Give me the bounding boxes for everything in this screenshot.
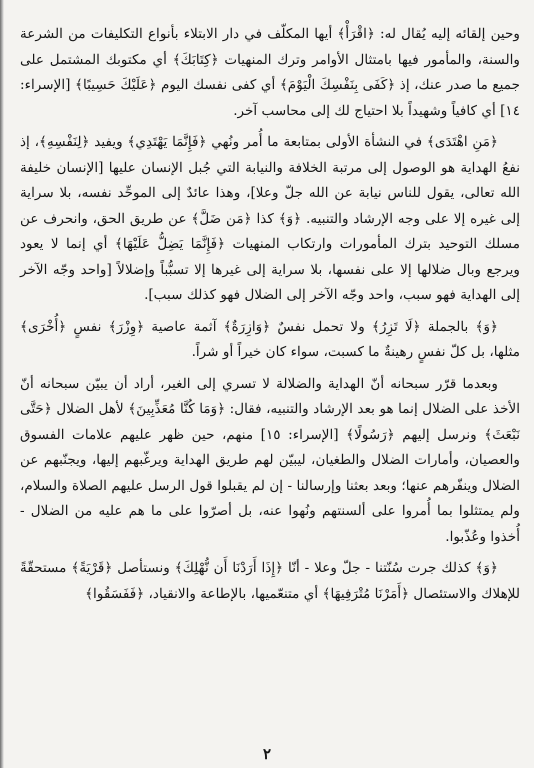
page-number: ٢ bbox=[262, 745, 272, 763]
paragraph-5: ﴿وَ﴾ كذلك جرت سُنّتنا - جلّ وعلا - أنّا ﴿إِذَا أَرَدْنَا أَن نُّهْلِكَ﴾ ونستأصل ﴿قَرْيَةً﴾ مستحقّةً للإهلاك والاستئصال ﴿أَمَرْنَا مُتْرَفِيهَا﴾ أي متنعّميها، بالإطاعة والانقياد، ﴿فَفَسَقُوا﴾ bbox=[20, 560, 520, 602]
paragraph-2: ﴿مَنِ اهْتَدَى﴾ في النشأة الأولى بمتابعة ما أُمر ونُهي ﴿فَإِنَّمَا يَهْتَدِي﴾ ويفيد ﴿لِنَفْسِهِ﴾، إذ نفعُ الهداية هو الوصول إلى مرتبة الخلافة والنيابة التي جُبل الإنسان عليها [الإنسان خليفة الله تعالى، يقول للناس نيابة عن الله جلّ وعلا]، وهذا عائدٌ إلى الموحِّد نفسه، بلا سراية إلى غيره إلا على وجه الإرشاد والتنبيه. ﴿وَ﴾ كذا ﴿مَن ضَلَّ﴾ عن طريق الحق، وانحرف عن مسلك التوحيد بترك المأمورات وارتكاب المنهيات ﴿فَإِنَّمَا يَضِلُّ عَلَيْهَا﴾ أي إنما لا يعود ويرجع وبال ضلالها إلا على نفسها، بلا سراية إلى غيرها إلا تسبُّباً وإضلالاً [واحد وجّه الآخر إلى الهداية فهو سبب، واحد وجّه الآخر إلى الضلال فهو كذلك سبب]. bbox=[20, 134, 520, 303]
paragraph-1: وحين إلقائه إليه يُقال له: ﴿اقْرَأْ﴾ أيها المكلّف في دار الابتلاء بأنواع التكليفات من الشرعة والسنة، والمأمور فيها بامتثال الأوامر وترك المنهيات ﴿كِتَابَكَ﴾ أي مكتوبك المشتمل على جميع ما صدر عنك، إذ ﴿كَفَى بِنَفْسِكَ الْيَوْمَ﴾ أي كفى نفسك اليوم ﴿عَلَيْكَ حَسِيبًا﴾ [الإسراء: ١٤] أي كافياً وشهيداً بلا احتياج لك إلى محاسب آخر. bbox=[20, 26, 520, 119]
paragraph-3: ﴿وَ﴾ بالجملة ﴿لَا تَزِرُ﴾ ولا تحمل نفسٌ ﴿وَازِرَةٌ﴾ آثمة عاصية ﴿وِزْرَ﴾ نفسٍ ﴿أُخْرَى﴾ مثلها، بل كلّ نفسٍ رهينةٌ ما كسبت، سواء كان خيراً أو شراً. bbox=[20, 318, 520, 360]
scan-shadow-edge bbox=[0, 0, 4, 768]
body-text bbox=[20, 22, 520, 607]
paragraph-4: وبعدما قرّر سبحانه أنّ الهداية والضلالة لا تسري إلى الغير، أراد أن يبيّن سبحانه أنّ الأخذ على الضلال إنما هو بعد الإرشاد والتنبيه، فقال: ﴿وَمَا كُنَّا مُعَذِّبِينَ﴾ لأهل الضلال ﴿حَتَّى نَبْعَثَ﴾ ونرسل إليهم ﴿رَسُولًا﴾ [الإسراء: ١٥] منهم، حين ظهر عليهم علامات الفسوق والعصيان، وأمارات الضلال والطغيان، ليبيّن لهم طريق الهداية ويرغّبهم إليها، ويجنّبهم عن الضلال وينفّرهم عنها؛ وبعد بعثنا وإرسالنا - إن لم يقبلوا قول الرسل عليهم الصلاة والسلام، ولم يمتثلوا بما أُمروا على ألسنتهم ونُهوا عنه، بل أصرّوا على ما هم عليه من الضلال - أُخذوا وعُذّبوا. bbox=[20, 375, 520, 545]
